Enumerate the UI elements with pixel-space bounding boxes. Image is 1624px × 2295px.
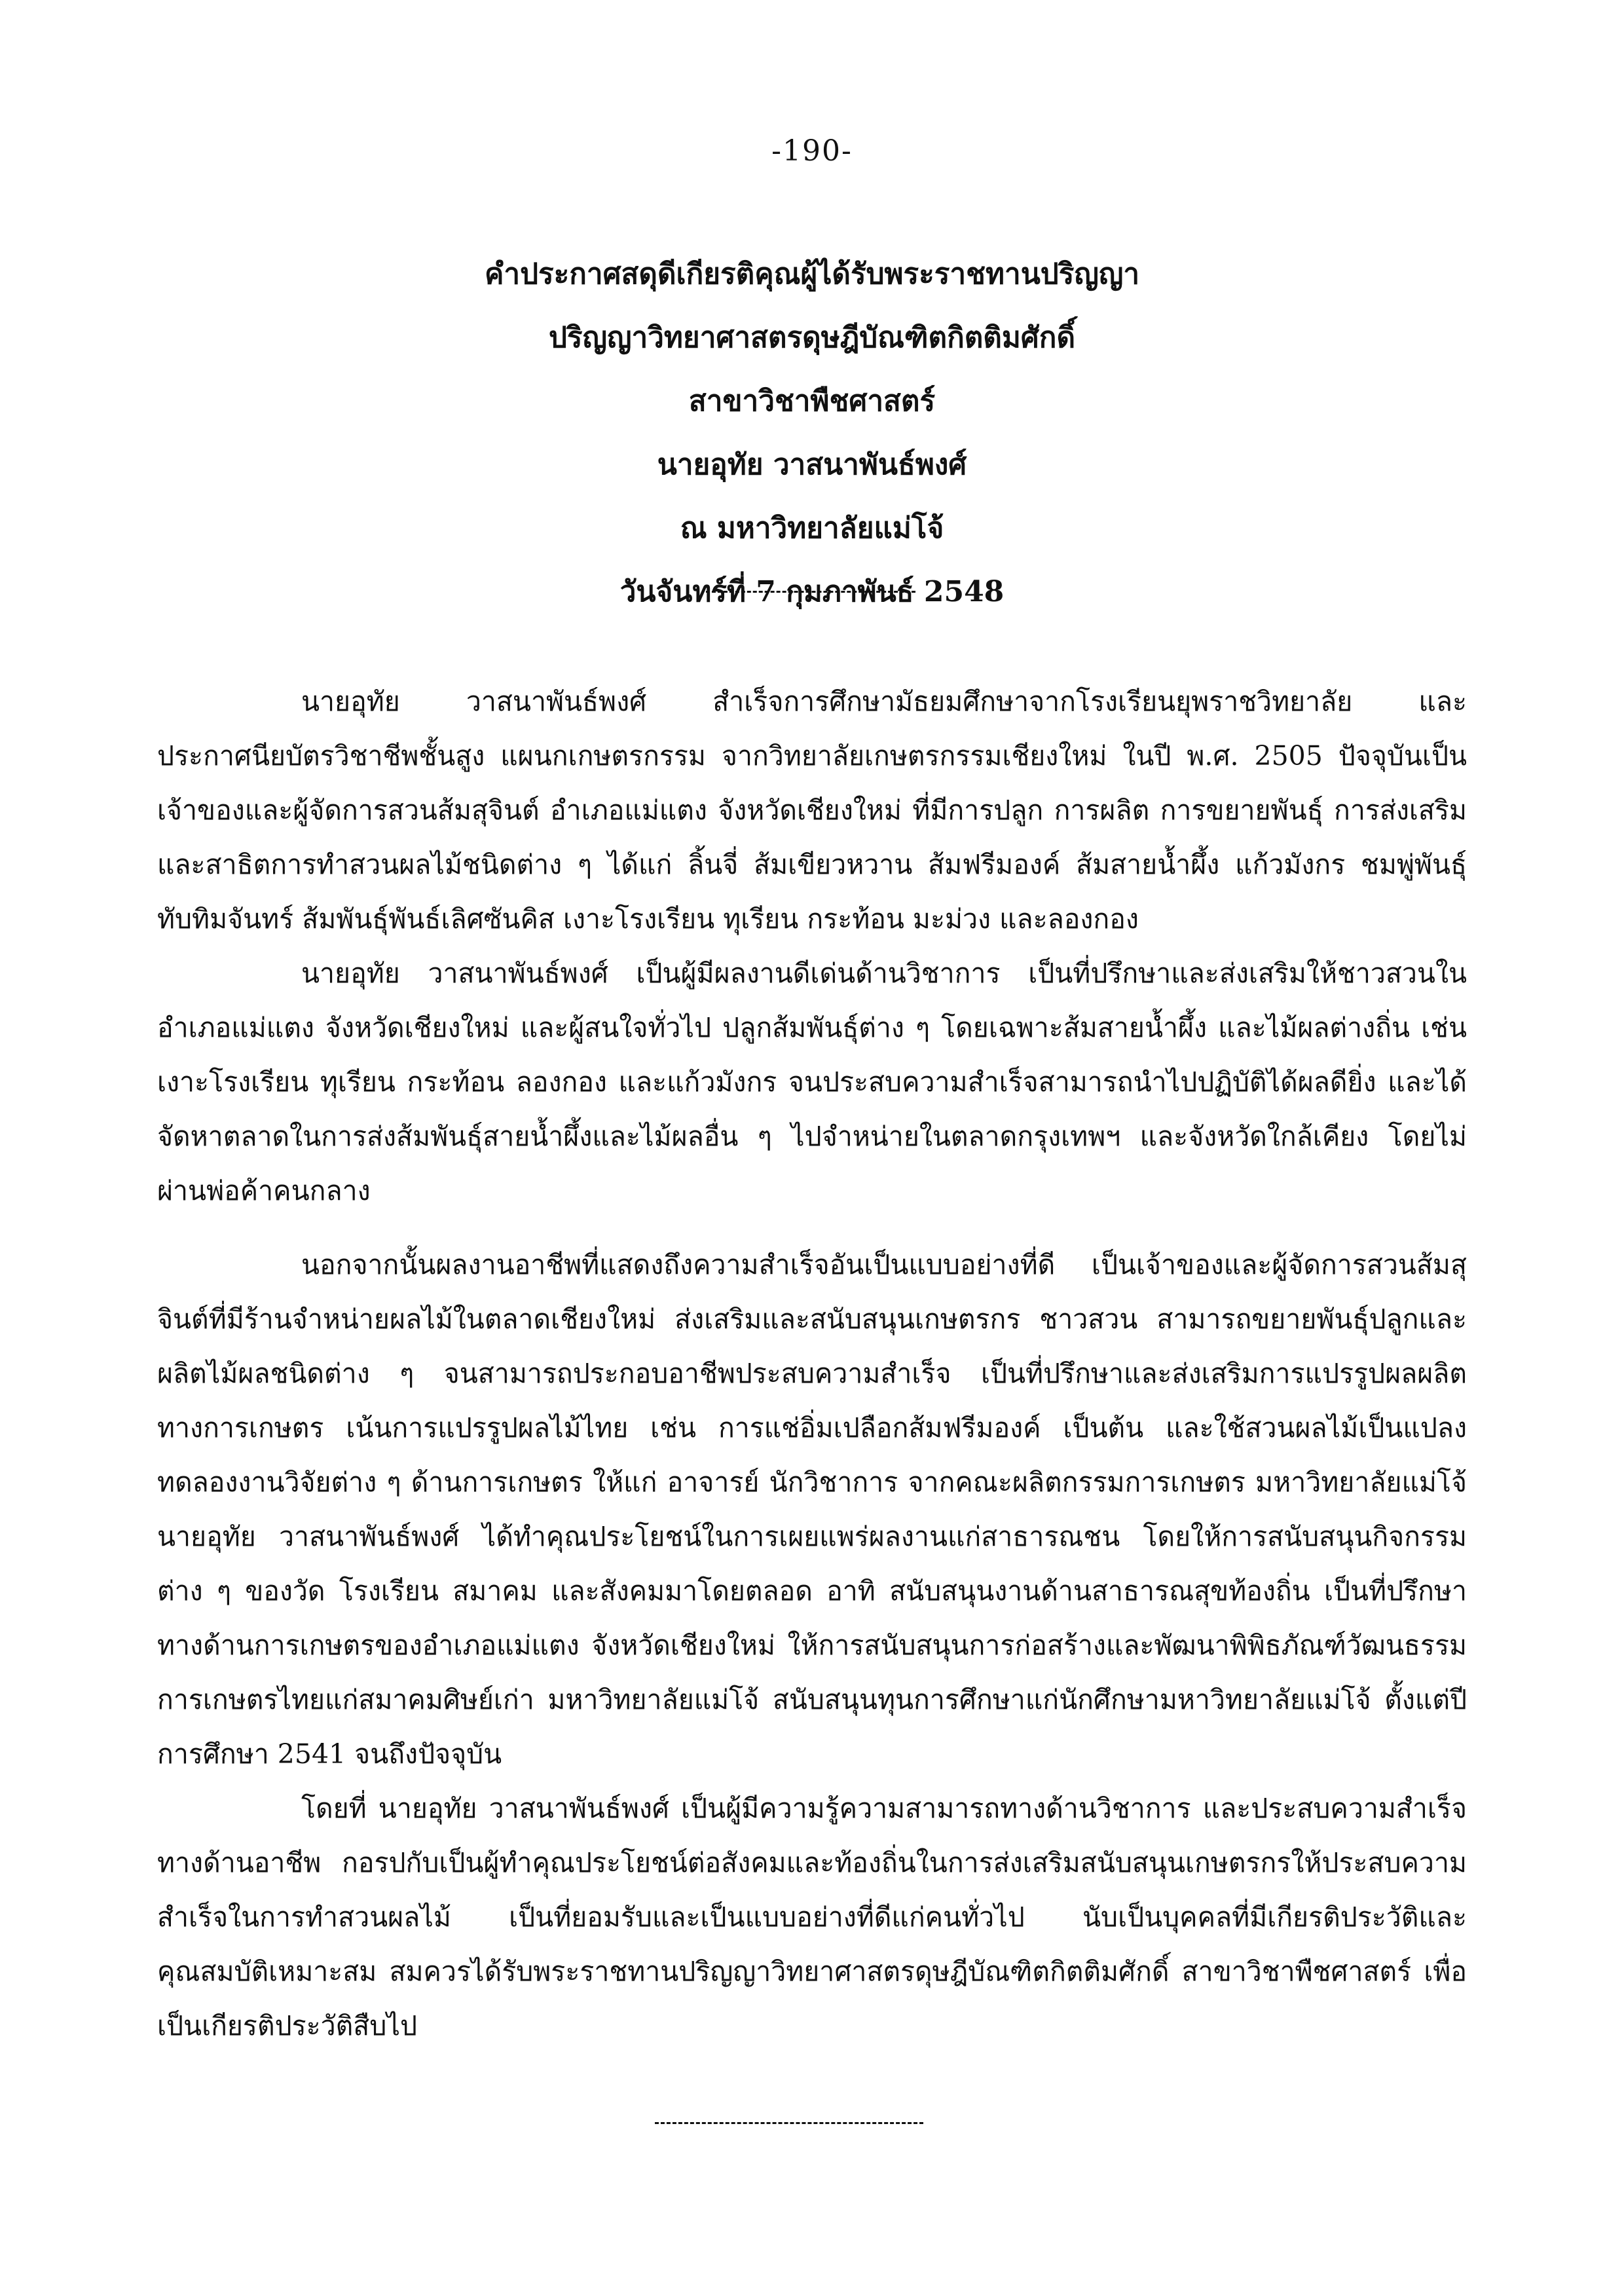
heading-recipient: นายอุทัย วาสนาพันธ์พงศ์ — [657, 448, 967, 481]
heading-degree: ปริญญาวิทยาศาสตรดุษฎีบัณฑิตกิตติมศักดิ์ — [548, 321, 1076, 354]
heading-date: วันจันทร์ที่ 7 กุมภาพันธ์ 2548 — [619, 575, 1005, 608]
closing-divider — [655, 2122, 923, 2124]
citation-body — [157, 675, 1467, 2053]
citation-heading — [0, 242, 1624, 624]
heading-title: คำประกาศสดุดีเกียรติคุณผู้ได้รับพระราชทานปริญญา — [484, 257, 1140, 291]
heading-divider — [706, 591, 915, 593]
paragraph-academic-achievements: นายอุทัย วาสนาพันธ์พงศ์ เป็นผู้มีผลงานดีเด่นด้านวิชาการ เป็นที่ปรึกษาและส่งเสริมให้ชาวสวนในอำเภอแม่แตง จังหวัดเชียงใหม่ และผู้สนใจทั่วไป ปลูกส้มพันธุ์ต่าง ๆ โดยเฉพาะส้มสายน้ำผึ้ง และไม้ผลต่างถิ่น เช่น เงาะโรงเรียน ทุเรียน กระท้อน ลองกอง และแก้วมังกร จนประสบความสำเร็จสามารถนำไปปฏิบัติได้ผลดียิ่ง และได้จัดหาตลาดในการส่งส้มพันธุ์สายน้ำผึ้งและไม้ผลอื่น ๆ ไปจำหน่ายในตลาดกรุงเทพฯ และจังหวัดใกล้เคียง โดยไม่ผ่านพ่อค้าคนกลาง — [157, 958, 1467, 1206]
page-number: -190- — [771, 134, 853, 168]
heading-university: ณ มหาวิทยาลัยแม่โจ้ — [680, 512, 944, 545]
paragraph-career-achievements: นอกจากนั้นผลงานอาชีพที่แสดงถึงความสำเร็จอันเป็นแบบอย่างที่ดี เป็นเจ้าของและผู้จัดการสวนส้มสุจินต์ที่มีร้านจำหน่ายผลไม้ในตลาดเชียงใหม่ ส่งเสริมและสนับสนุนเกษตรกร ชาวสวน สามารถขยายพันธุ์ปลูกและผลิตไม้ผลชนิดต่าง ๆ จนสามารถประกอบอาชีพประสบความสำเร็จ เป็นที่ปรึกษาและส่งเสริมการแปรรูปผลผลิตทางการเกษตร เน้นการแปรรูปผลไม้ไทย เช่น การแช่อิ่มเปลือกส้มฟรีมองค์ เป็นต้น และใช้สวนผลไม้เป็นแปลงทดลองงานวิจัยต่าง ๆ ด้านการเกษตร ให้แก่ อาจารย์ นักวิชาการ จากคณะผลิตกรรมการเกษตร มหาวิทยาลัยแม่โจ้ นายอุทัย วาสนาพันธ์พงศ์ ได้ทำคุณประโยชน์ในการเผยแพร่ผลงานแก่สาธารณชน โดยให้การสนับสนุนกิจกรรมต่าง ๆ ของวัด โรงเรียน สมาคม และสังคมมาโดยตลอด อาทิ สนับสนุนงานด้านสาธารณสุขท้องถิ่น เป็นที่ปรึกษาทางด้านการเกษตรของอำเภอแม่แตง จังหวัดเชียงใหม่ ให้การสนับสนุนการก่อสร้างและพัฒนาพิพิธภัณฑ์วัฒนธรรมการเกษตรไทยแก่สมาคมศิษย์เก่า มหาวิทยาลัยแม่โจ้ สนับสนุนทุนการศึกษาแก่นักศึกษามหาวิทยาลัยแม่โจ้ ตั้งแต่ปีการศึกษา 2541 จนถึงปัจจุบัน — [157, 1249, 1467, 1770]
paragraph-biography: นายอุทัย วาสนาพันธ์พงศ์ สำเร็จการศึกษามัธยมศึกษาจากโรงเรียนยุพราชวิทยาลัย และประกาศนียบัตรวิชาชีพชั้นสูง แผนกเกษตรกรรม จากวิทยาลัยเกษตรกรรมเชียงใหม่ ในปี พ.ศ. 2505 ปัจจุบันเป็นเจ้าของและผู้จัดการสวนส้มสุจินต์ อำเภอแม่แตง จังหวัดเชียงใหม่ ที่มีการปลูก การผลิต การขยายพันธุ์ การส่งเสริมและสาธิตการทำสวนผลไม้ชนิดต่าง ๆ ได้แก่ ลิ้นจี่ ส้มเขียวหวาน ส้มฟรีมองค์ ส้มสายน้ำผึ้ง แก้วมังกร ชมพู่พันธุ์ทับทิมจันทร์ ส้มพันธุ์พันธ์เลิศซันคิส เงาะโรงเรียน ทุเรียน กระท้อน มะม่วง และลองกอง — [157, 686, 1467, 935]
heading-field: สาขาวิชาพืชศาสตร์ — [688, 384, 936, 418]
paragraph-conclusion: โดยที่ นายอุทัย วาสนาพันธ์พงศ์ เป็นผู้มีความรู้ความสามารถทางด้านวิชาการ และประสบความสำเร็จทางด้านอาชีพ กอรปกับเป็นผู้ทำคุณประโยชน์ต่อสังคมและท้องถิ่นในการส่งเสริมสนับสนุนเกษตรกรให้ประสบความสำเร็จในการทำสวนผลไม้ เป็นที่ยอมรับและเป็นแบบอย่างที่ดีแก่คนทั่วไป นับเป็นบุคคลที่มีเกียรติประวัติและคุณสมบัติเหมาะสม สมควรได้รับพระราชทานปริญญาวิทยาศาสตรดุษฎีบัณฑิตกิตติมศักดิ์ สาขาวิชาพืชศาสตร์ เพื่อเป็นเกียรติประวัติสืบไป — [157, 1793, 1467, 2042]
